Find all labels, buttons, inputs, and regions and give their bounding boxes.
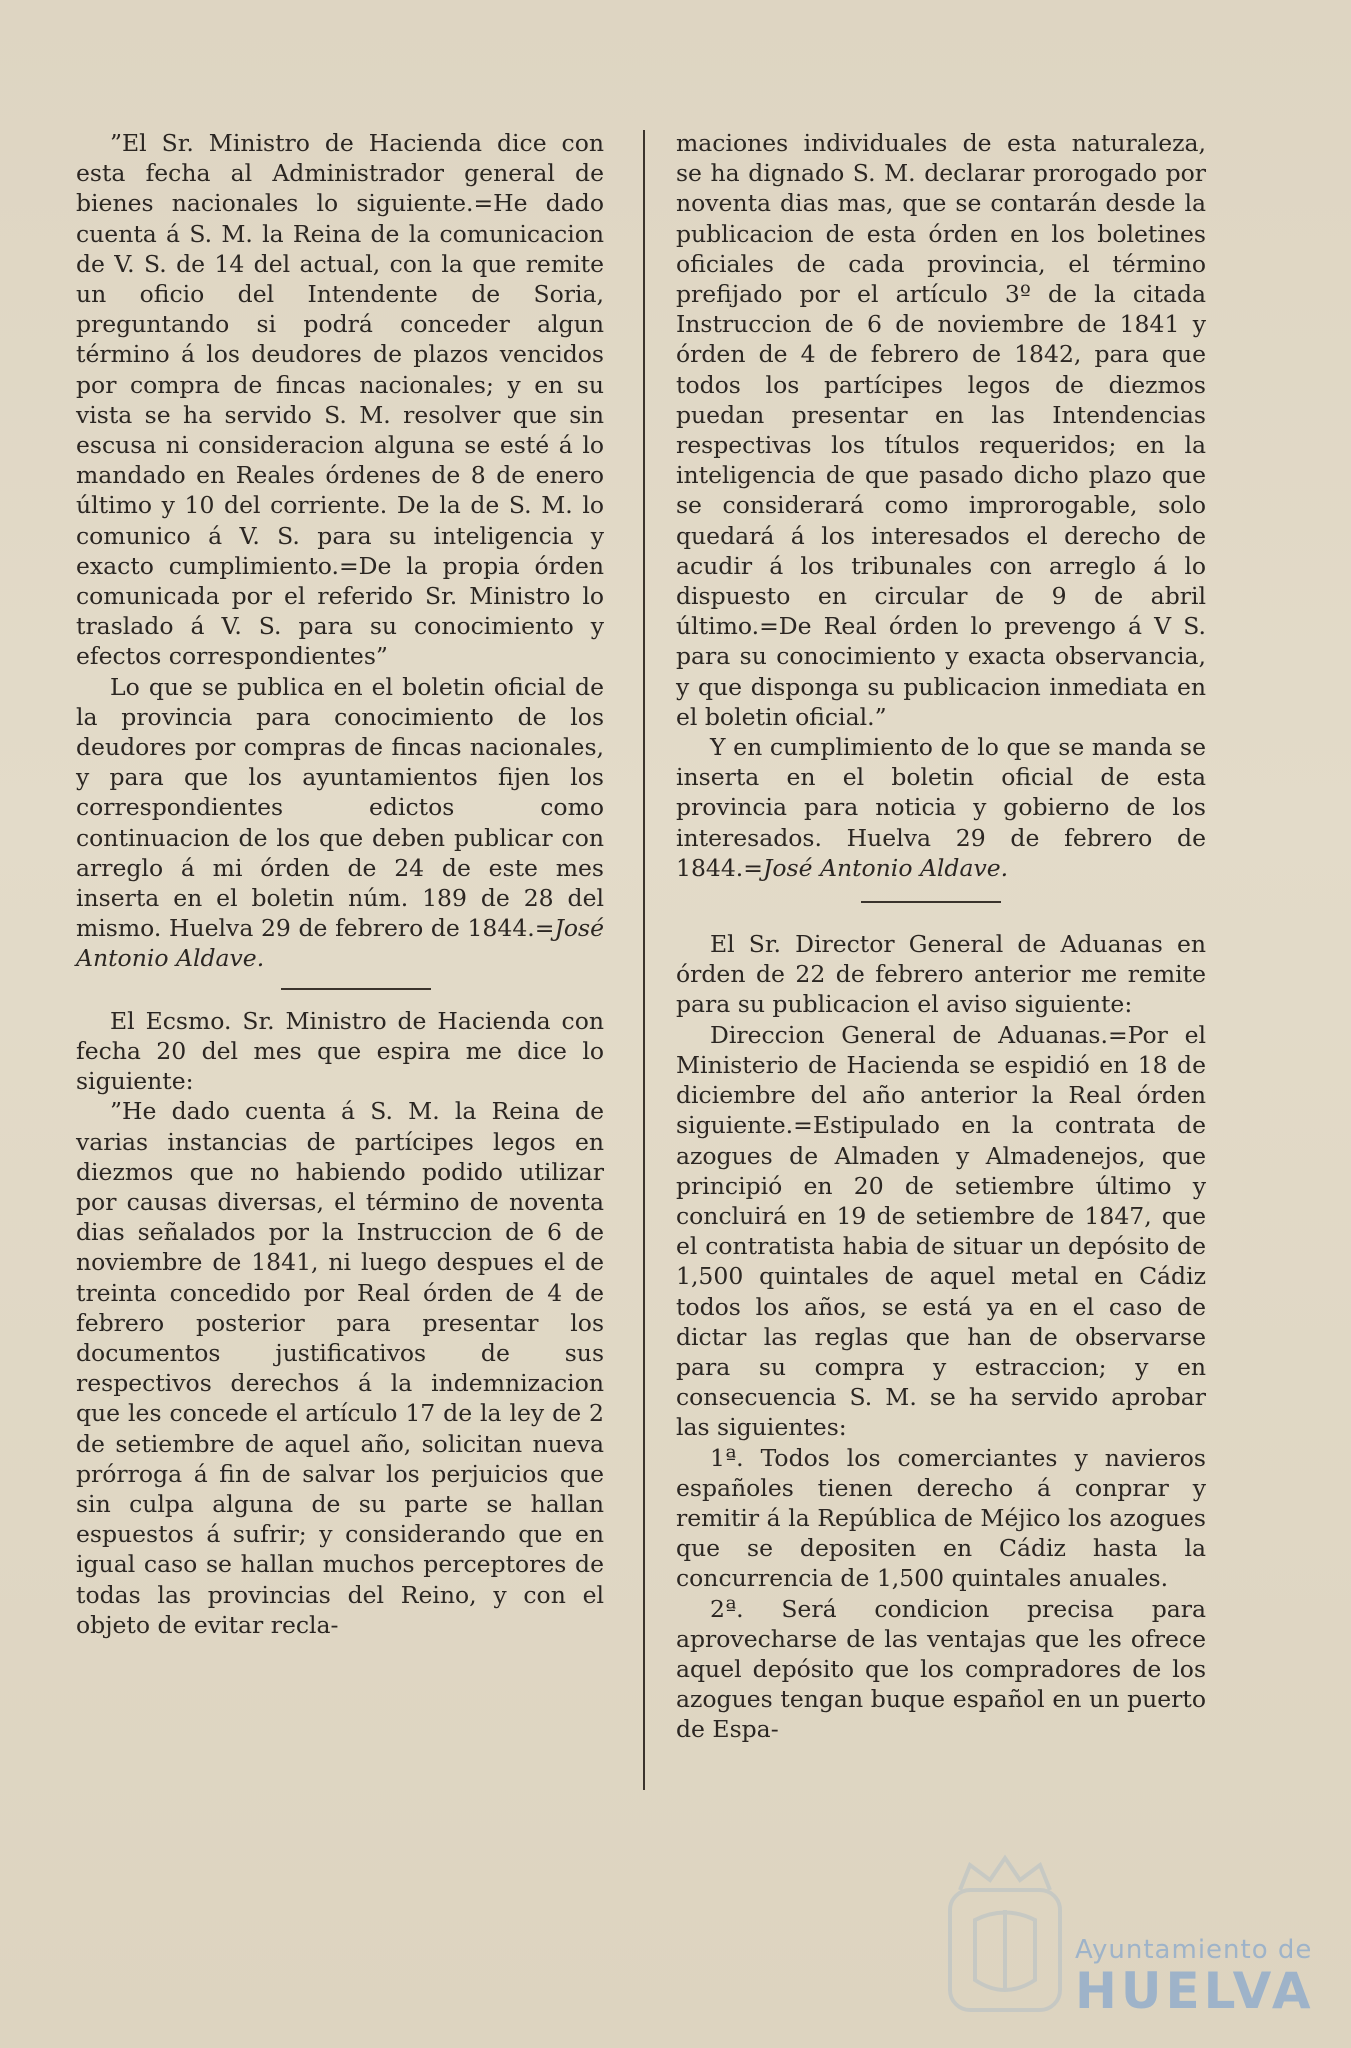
right-column xyxy=(676,128,1206,1745)
section-rule xyxy=(861,901,1001,903)
paragraph-ecsmo-intro: El Ecsmo. Sr. Ministro de Hacienda con fecha 20 del mes que espira me dice lo siguiente: xyxy=(76,1006,604,1096)
paragraph-publicacion-deudores xyxy=(76,672,604,974)
paragraph-regla-1: 1ª. Todos los comerciantes y navieros españoles tienen derecho á conprar y remitir á la República de Méjico los azogues que se depositen en Cádiz hasta la concurrencia de 1,500 quintales anuales. xyxy=(676,1443,1206,1593)
watermark-line-2: HUELVA xyxy=(1075,1962,1315,2020)
paragraph-director-aduanas: El Sr. Director General de Aduanas en órden de 22 de febrero anterior me remite para su publicacion el aviso siguiente: xyxy=(676,930,1206,1019)
paragraph-continuation: maciones individuales de esta naturaleza, se ha dignado S. M. declarar prorogado por noventa dias mas, que se contarán desde la publicacion de esta órden en los boletines oficiales de cada provincia, el término prefijado por el artículo 3º de la citada Instruccion de 6 de noviembre de 1841 y órden de 4 de febrero de 1842, para que todos los partícipes legos de diezmos puedan presentar en las Intendencias respectivas los títulos requeridos; en la inteligencia de que pasado dicho plazo que se considerará como improrogable, solo quedará á los interesados el derecho de acudir á los tribunales con arreglo á lo dispuesto en circular de 9 de abril último.=De Real órden lo prevengo á V S. para su conocimiento y exacta observancia, y que disponga su publicacion inmediata en el boletin oficial.” xyxy=(676,129,1206,731)
signature: José Antonio Aldave. xyxy=(762,853,1009,882)
signature: José Antonio Aldave. xyxy=(76,914,604,973)
column-divider xyxy=(643,130,645,1790)
paragraph-direccion-general: Direccion General de Aduanas.=Por el Ministerio de Hacienda se espidió en 18 de diciembre del año anterior la Real órden siguiente.=Estipulado en la contrata de azogues de Almaden y Almadenejos, que principió en 20 de setiembre último y concluirá en 19 de setiembre de 1847, que el contratista habia de situar un depósito de 1,500 quintales de aquel metal en Cádiz todos los años, se está ya en el caso de dictar las reglas que han de observarse para su compra y estraccion; y en consecuencia S. M. se ha servido aprobar las siguientes: xyxy=(676,1020,1206,1442)
paragraph-participes-legos: ”He dado cuenta á S. M. la Reina de varias instancias de partícipes legos en diezmos que no habiendo podido utilizar por causas diversas, el término de noventa dias señalados por la Instruccion de 6 de noviembre de 1841, ni luego despues el de treinta concedido por Real órden de 4 de febrero posterior para presentar los documentos justificativos de sus respectivos derechos á la indemnizacion que les concede el artículo 17 de la ley de 2 de setiembre de aquel año, solicitan nueva prórroga á fin de salvar los perjuicios que sin culpa alguna de su parte se hallan espuestos á sufrir; y considerando que en igual caso se hallan muchos perceptores de todas las provincias del Reino, y con el objeto de evitar recla- xyxy=(76,1097,604,1639)
left-column xyxy=(76,128,604,1640)
paragraph-text: Y en cumplimiento de lo que se manda se inserta en el boletin oficial de esta provincia para noticia y gobierno de los interesados. Huelva 29 de febrero de 1844.= xyxy=(676,733,1206,882)
paragraph-ministro-hacienda: ”El Sr. Ministro de Hacienda dice con esta fecha al Administrador general de bienes nacionales lo siguiente.=He dado cuenta á S. M. la Reina de la comunicacion de V. S. de 14 del actual, con la que remite un oficio del Intendente de Soria, preguntando si podrá conceder algun término á los deudores de plazos vencidos por compra de fincas nacionales; y en su vista se ha servido S. M. resolver que sin escusa ni consideracion alguna se esté á lo mandado en Reales órdenes de 8 de enero último y 10 del corriente. De la de S. M. lo comunico á V. S. para su inteligencia y exacto cumplimiento.=De la propia órden comunicada por el referido Sr. Ministro lo traslado á V. S. para su conocimiento y efectos correspondientes” xyxy=(76,129,604,671)
paragraph-text: Lo que se publica en el boletin oficial de la provincia para conocimiento de los deudores por compras de fincas nacionales, y para que los ayuntamientos fijen los correspondientes edictos como continuacion de los que deben publicar con arreglo á mi órden de 24 de este mes inserta en el boletin núm. 189 de 28 del mismo. Huelva 29 de febrero de 1844.= xyxy=(76,672,604,943)
paragraph-regla-2: 2ª. Será condicion precisa para aprovecharse de las ventajas que les ofrece aquel depósito que los compradores de los azogues tengan buque español en un puerto de Espa- xyxy=(676,1594,1206,1744)
watermark-line-1: Ayuntamiento de xyxy=(1075,1935,1313,1965)
section-rule xyxy=(281,988,431,990)
paragraph-cumplimiento xyxy=(676,732,1206,883)
